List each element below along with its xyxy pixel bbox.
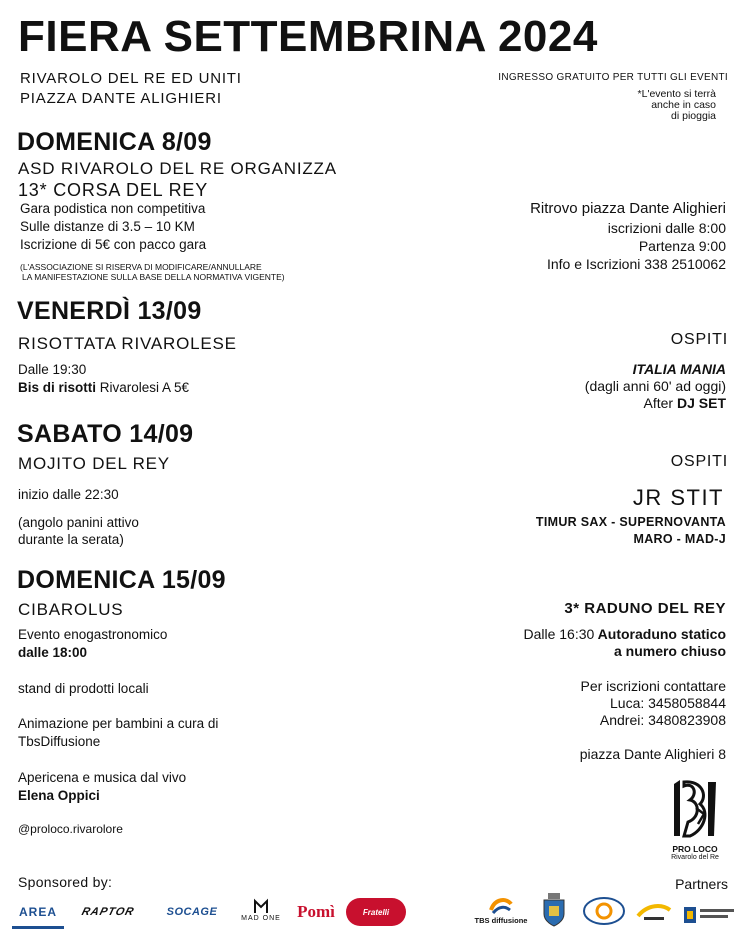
day3-guests-label: OSPITI: [670, 453, 728, 470]
day4-artist: Elena Oppici: [18, 788, 100, 803]
rain-note-3: di pioggia: [671, 110, 716, 122]
day4-social: @proloco.rivarolore: [18, 822, 123, 836]
partner-swoosh-icon: [634, 900, 674, 924]
day3-time-label: inizio dalle: [18, 487, 85, 502]
day1-info: Info e Iscrizioni 338 2510062: [546, 256, 726, 272]
day3-guest-line1: TIMUR SAX - SUPERNOVANTA: [535, 515, 726, 529]
partner-badge-logo: [582, 896, 626, 926]
day3-time-value: 22:30: [84, 487, 119, 502]
day2-heading: VENERDÌ 13/09: [17, 297, 202, 325]
partner-yellow-logo: [634, 900, 674, 924]
day4-raduno-desc: Autoraduno statico: [594, 626, 726, 642]
rain-note-2: anche in caso: [651, 99, 716, 111]
day2-guest-name: ITALIA MANIA: [632, 361, 726, 377]
free-entry-note: INGRESSO GRATUITO PER TUTTI GLI EVENTI: [498, 72, 728, 83]
day2-after-label: After: [643, 395, 677, 411]
day2-desc-bold: Bis di risotti: [18, 380, 97, 395]
day1-disclaimer-2: LA MANIFESTAZIONE SULLA BASE DELLA NORMATIVA VIGENTE): [22, 272, 285, 282]
day3-guest-name: JR STIT: [632, 485, 724, 510]
sponsored-label: Sponsored by:: [18, 874, 113, 890]
day3-event: MOJITO DEL REY: [18, 454, 170, 473]
coat-of-arms-icon: [540, 892, 568, 928]
day4-kids-1: Animazione per bambini a cura di: [18, 716, 219, 731]
tbs-swirl-icon: [489, 896, 513, 916]
day1-disclaimer-1: (L'ASSOCIAZIONE SI RISERVA DI MODIFICARE/ANNULLARE: [20, 262, 262, 272]
sponsor-madone-name: MAD ONE: [241, 914, 281, 922]
day2-after-bold: DJ SET: [676, 395, 726, 411]
day3-note-2: durante la serata): [18, 532, 124, 547]
proloco-town: Rivarolo del Re: [671, 854, 719, 861]
day3-guest-line2: MARO - MAD-J: [633, 532, 726, 546]
sponsor-raptor-logo: RAPTOR: [80, 906, 136, 918]
proloco-mark-icon: [670, 778, 720, 840]
day4-kids-2: TbsDiffusione: [18, 734, 101, 749]
day2-desc-rest: Rivarolesi A 5€: [96, 380, 190, 395]
sponsor-madone-logo: [238, 892, 284, 926]
madone-mark-icon: [252, 897, 270, 915]
sponsor-area-logo: AREA: [12, 898, 64, 929]
sponsor-socage-logo: SOCAGE: [166, 906, 218, 918]
proloco-logo: [670, 778, 720, 866]
day2-desc: [18, 379, 189, 396]
day2-time: Dalle 19:30: [18, 362, 87, 377]
rain-note-1: *L'evento si terrà: [637, 88, 716, 100]
day1-start: Partenza 9:00: [638, 238, 726, 254]
day4-contact-label: Per iscrizioni contattare: [580, 678, 726, 694]
partner-tbs-logo: [472, 892, 530, 928]
day4-desc-1: Evento enogastronomico: [18, 627, 168, 642]
day4-aperi: Apericena e musica dal vivo: [18, 770, 187, 785]
day1-line1: Gara podistica non competitiva: [20, 201, 206, 216]
sponsor-pomi-logo: Pomì: [297, 902, 335, 921]
day4-contact-2: Andrei: 3480823908: [599, 712, 726, 728]
day2-guests-label: OSPITI: [670, 331, 728, 348]
page-title: FIERA SETTEMBRINA 2024: [18, 12, 598, 61]
subtitle-town: RIVAROLO DEL RE ED UNITI: [20, 70, 242, 87]
partner-coat-of-arms-logo: [540, 892, 568, 928]
day2-after: [644, 395, 726, 412]
day2-guest-desc: (dagli anni 60' ad oggi): [584, 378, 726, 394]
day4-desc-2: dalle 18:00: [18, 645, 88, 660]
day1-line3: Iscrizione di 5€ con pacco gara: [20, 237, 207, 252]
partner-dept-logo: [682, 904, 738, 926]
day4-raduno: 3* RADUNO DEL REY: [564, 600, 726, 617]
day4-address: piazza Dante Alighieri 8: [579, 746, 726, 762]
day4-event: CIBAROLUS: [18, 600, 124, 619]
proloco-name: PRO LOCO: [672, 844, 718, 854]
day4-contact-1: Luca: 3458058844: [610, 695, 726, 711]
day4-raduno-desc-2: a numero chiuso: [613, 643, 726, 659]
sponsor-fratelli-logo: Fratelli: [346, 898, 406, 926]
day4-raduno-line: [523, 626, 726, 643]
day2-event: RISOTTATA RIVAROLESE: [18, 334, 237, 353]
day4-stand: stand di prodotti locali: [18, 681, 149, 696]
partner-tbs-name: TBS diffusione: [474, 915, 528, 925]
subtitle-square: PIAZZA DANTE ALIGHIERI: [20, 90, 222, 107]
partner-oval-icon: [582, 896, 626, 926]
day1-registrations: iscrizioni dalle 8:00: [607, 220, 726, 236]
day3-note-1: (angolo panini attivo: [18, 515, 139, 530]
day1-organizer: ASD RIVAROLO DEL RE ORGANIZZA: [18, 159, 337, 178]
day4-heading: DOMENICA 15/09: [17, 566, 226, 594]
partners-label: Partners: [675, 876, 728, 892]
day1-meeting: Ritrovo piazza Dante Alighieri: [530, 200, 726, 217]
day3-heading: SABATO 14/09: [17, 420, 194, 448]
partner-dept-icon: [682, 904, 738, 926]
day1-heading: DOMENICA 8/09: [17, 128, 212, 156]
day3-time: [18, 486, 119, 503]
day1-line2: Sulle distanze di 3.5 – 10 KM: [20, 219, 195, 234]
day1-event: 13* CORSA DEL REY: [18, 180, 209, 200]
day4-raduno-time: Dalle 16:30: [523, 626, 595, 642]
